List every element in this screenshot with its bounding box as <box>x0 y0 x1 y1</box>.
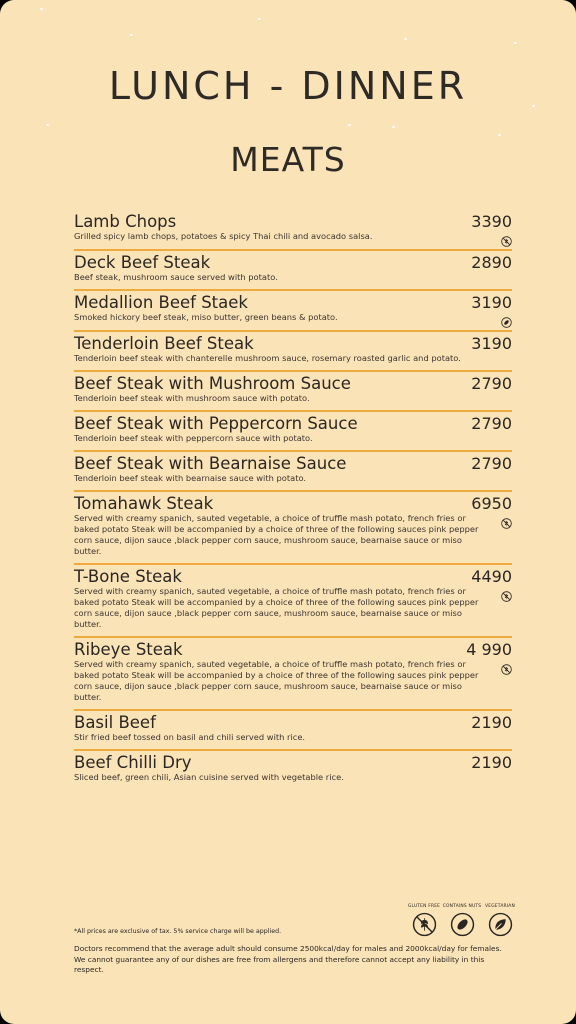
menu-item-header <box>74 713 512 732</box>
menu-item-header <box>74 753 512 772</box>
menu-item-body <box>74 353 512 364</box>
legend-label-gluten-free: GLUTEN FREE <box>407 904 441 909</box>
menu-item-name: Ribeye Steak <box>74 640 183 659</box>
menu-item-name: Beef Steak with Peppercorn Sauce <box>74 414 358 433</box>
speck <box>392 126 395 128</box>
menu-item-price: 4 990 <box>466 640 512 659</box>
menu-item-body <box>74 433 512 444</box>
legend-contains-nuts <box>442 904 482 937</box>
speck <box>130 34 133 36</box>
menu-item-description: Smoked hickory beef steak, miso butter, green beans & potato. <box>74 312 338 322</box>
dietary-legend <box>409 904 515 937</box>
gluten-free-icon <box>412 912 437 937</box>
menu-item-header <box>74 374 512 393</box>
menu-item-price: 2190 <box>471 713 512 732</box>
menu-item-header <box>74 567 512 586</box>
menu-item-description: Tenderloin beef steak with chanterelle mushroom sauce, rosemary roasted garlic and potato. <box>74 353 461 363</box>
menu-item-body <box>74 312 512 324</box>
menu-item-price: 3390 <box>471 212 512 231</box>
legend-label-contains-nuts: CONTAINS NUTS <box>442 904 482 909</box>
speck <box>40 8 43 10</box>
menu-item-header <box>74 494 512 513</box>
menu-item-description: Sliced beef, green chili, Asian cuisine served with vegetable rice. <box>74 772 344 782</box>
page-title: LUNCH - DINNER <box>108 64 468 108</box>
menu-item-header <box>74 253 512 272</box>
menu-item-description: Grilled spicy lamb chops, potatoes & spicy Thai chili and avocado salsa. <box>74 231 373 241</box>
menu-item-description: Tenderloin beef steak with mushroom sauce with potato. <box>74 393 310 403</box>
menu-item-body <box>74 272 512 283</box>
speck <box>514 42 517 44</box>
speck <box>258 18 261 20</box>
menu-item-name: Beef Steak with Bearnaise Sauce <box>74 454 347 473</box>
menu-item-description: Beef steak, mushroom sauce served with potato. <box>74 272 278 282</box>
menu-item-price: 2790 <box>471 454 512 473</box>
menu-item-name: Lamb Chops <box>74 212 177 231</box>
menu-item-price: 6950 <box>471 494 512 513</box>
menu-item-name: Basil Beef <box>74 713 156 732</box>
menu-item <box>74 372 512 412</box>
menu-item-name: Tomahawk Steak <box>74 494 214 513</box>
legend-label-vegetarian: VEGETARIAN <box>485 904 515 909</box>
gluten-free-icon <box>501 660 512 671</box>
legend-vegetarian <box>485 904 515 937</box>
tax-note: *All prices are exclusive of tax. 5% service charge will be applied. <box>74 928 282 935</box>
menu-item-body <box>74 772 512 783</box>
menu-item-name: Medallion Beef Staek <box>74 293 248 312</box>
menu-item <box>74 751 512 789</box>
menu-item <box>74 638 512 711</box>
speck <box>498 134 501 136</box>
menu-item-body <box>74 231 512 243</box>
health-note: Doctors recommend that the average adult should consume 2500kcal/day for males and 2000kcal/day for females. We cannot guarantee any of our dishes are free from allergens and therefore cannot accept any liability in this respect. <box>74 944 502 974</box>
contains-nuts-icon <box>450 912 475 937</box>
menu-item <box>74 412 512 452</box>
section-title: MEATS <box>230 140 346 179</box>
menu-item <box>74 492 512 565</box>
menu-item <box>74 452 512 492</box>
menu-item-header <box>74 414 512 433</box>
menu-item-body <box>74 586 512 630</box>
speck <box>348 124 351 126</box>
menu-item-name: Deck Beef Steak <box>74 253 211 272</box>
menu-item-name: T-Bone Steak <box>74 567 182 586</box>
menu-item-body <box>74 473 512 484</box>
menu-item-price: 2890 <box>471 253 512 272</box>
menu-item-price: 2190 <box>471 753 512 772</box>
gluten-free-icon <box>501 232 512 243</box>
menu-item-description: Served with creamy spanich, sauted vegetable, a choice of truffle mash potato, french fries or baked potato Steak will be accompanied by a choice of three of the following sauces pink pepper corn sauce, dijon sauce ,black pepper corn sauce, mushroom sauce, bearnaise sauce or miso butter. <box>74 659 479 702</box>
menu-item-header <box>74 212 512 231</box>
menu-items-list <box>74 210 512 789</box>
menu-item-name: Beef Chilli Dry <box>74 753 192 772</box>
contains-nuts-icon <box>501 313 512 324</box>
menu-item <box>74 291 512 332</box>
menu-item-price: 2790 <box>471 374 512 393</box>
speck <box>404 38 407 40</box>
menu-item <box>74 210 512 251</box>
menu-item-header <box>74 334 512 353</box>
menu-item-name: Beef Steak with Mushroom Sauce <box>74 374 351 393</box>
menu-item <box>74 565 512 638</box>
menu-item-header <box>74 454 512 473</box>
menu-item-description: Served with creamy spanich, sauted vegetable, a choice of truffle mash potato, french fries or baked potato Steak will be accompanied by a choice of three of the following sauces pink pepper corn sauce, dijon sauce ,black pepper corn sauce, mushroom sauce, bearnaise sauce or miso butter. <box>74 513 479 556</box>
menu-item-body <box>74 513 512 557</box>
menu-item-price: 3190 <box>471 334 512 353</box>
menu-item-description: Tenderloin beef steak with bearnaise sauce with potato. <box>74 473 307 483</box>
menu-item-body <box>74 659 512 703</box>
speck <box>46 124 49 126</box>
menu-item-description: Served with creamy spanich, sauted vegetable, a choice of truffle mash potato, french fries or baked potato Steak will be accompanied by a choice of three of the following sauces pink pepper corn sauce, dijon sauce ,black pepper corn sauce, mushroom sauce, bearnaise sauce or miso butter. <box>74 586 479 629</box>
menu-item-header <box>74 293 512 312</box>
legend-gluten-free <box>409 904 439 937</box>
menu-item <box>74 332 512 372</box>
menu-item <box>74 251 512 291</box>
menu-item-name: Tenderloin Beef Steak <box>74 334 254 353</box>
gluten-free-icon <box>501 587 512 598</box>
menu-item-price: 3190 <box>471 293 512 312</box>
menu-item-body <box>74 393 512 404</box>
menu-item-price: 4490 <box>471 567 512 586</box>
menu-item-description: Tenderloin beef steak with peppercorn sauce with potato. <box>74 433 313 443</box>
menu-item <box>74 711 512 751</box>
vegetarian-icon <box>488 912 513 937</box>
menu-item-price: 2790 <box>471 414 512 433</box>
gluten-free-icon <box>501 514 512 525</box>
menu-item-body <box>74 732 512 743</box>
menu-item-description: Stir fried beef tossed on basil and chili served with rice. <box>74 732 306 742</box>
menu-item-header <box>74 640 512 659</box>
